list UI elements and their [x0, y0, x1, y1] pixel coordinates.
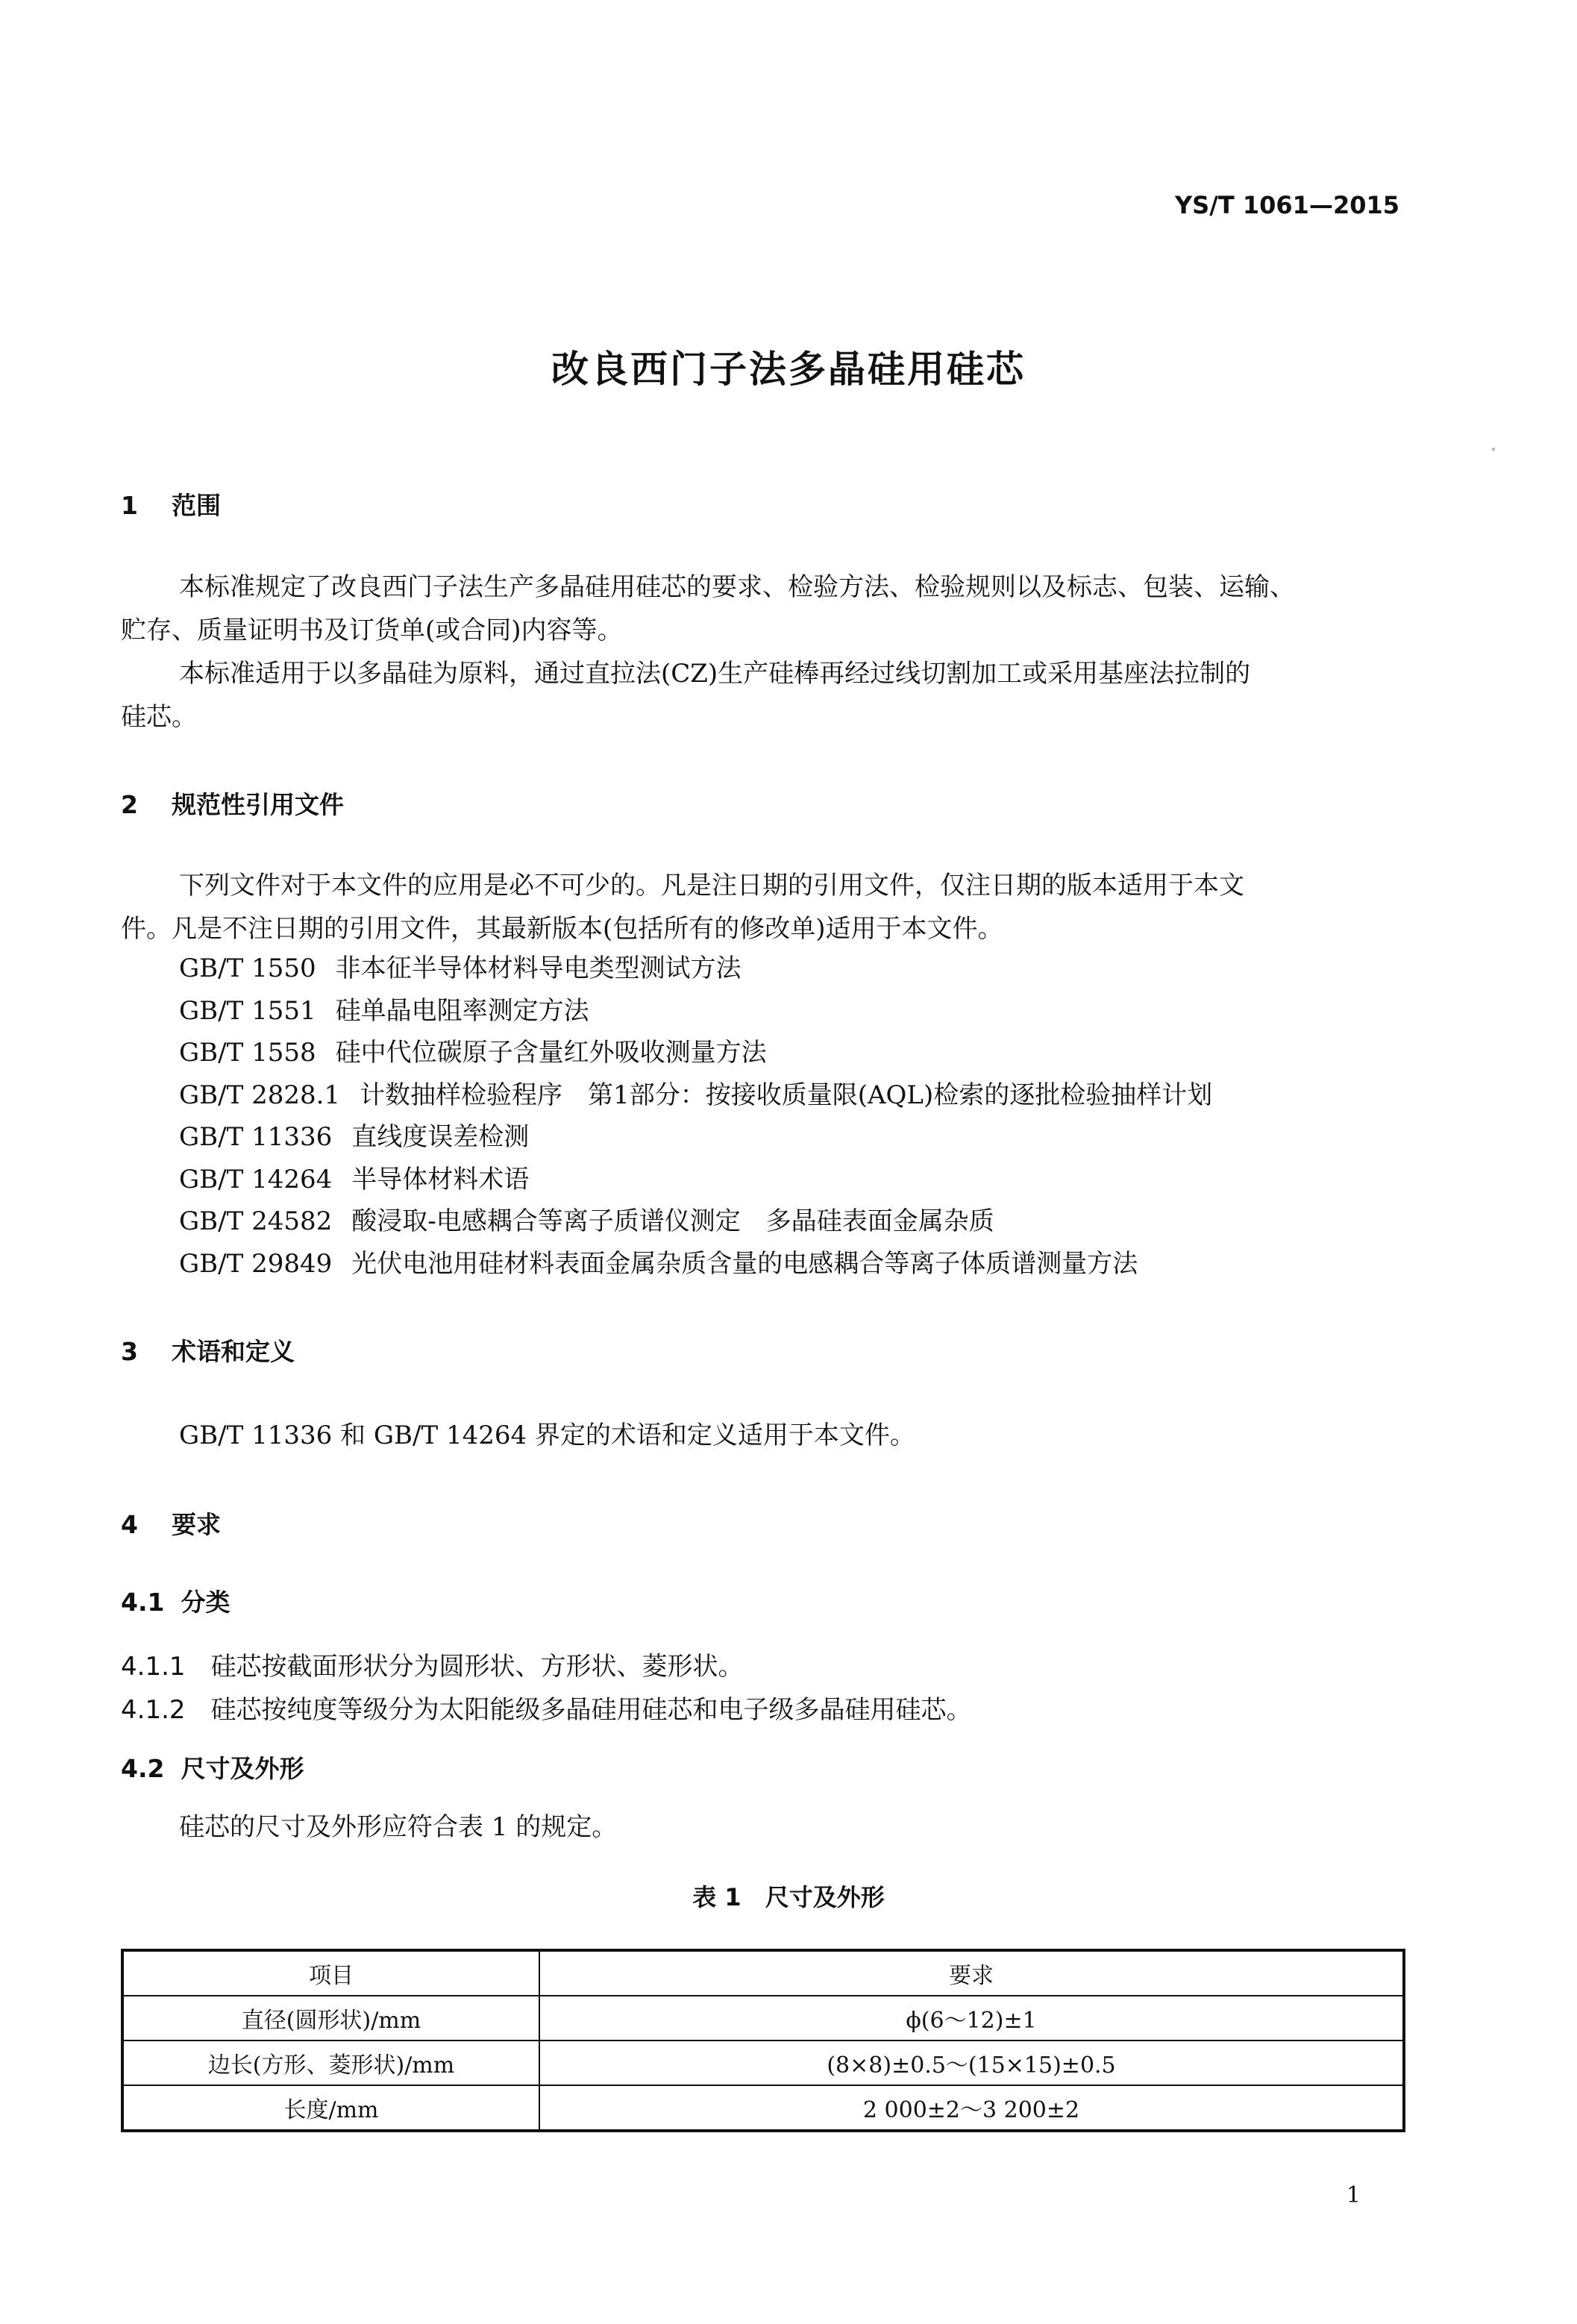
- section-number: 4: [121, 1510, 138, 1539]
- table-header-cell: 项目: [122, 1950, 539, 1996]
- table-caption-number: 表 1: [692, 1883, 742, 1911]
- paragraph-line: 本标准规定了改良西门子法生产多晶硅用硅芯的要求、检验方法、检验规则以及标志、包装、运输、: [179, 572, 1295, 602]
- paragraph-line: 硅芯。: [121, 702, 197, 732]
- paragraph-line: 本标准适用于以多晶硅为原料，通过直拉法(CZ)生产硅棒再经过线切割加工或采用基座法拉制的: [179, 659, 1251, 689]
- reference-item: [179, 1200, 1212, 1243]
- table-header-cell: 要求: [539, 1950, 1404, 1996]
- reference-item: [179, 1032, 1212, 1074]
- reference-title: 非本征半导体材料导电类型测试方法: [335, 953, 742, 983]
- clause-4-1-2: [121, 1689, 972, 1726]
- section-3-body: [121, 1414, 1404, 1457]
- paragraph-line: 件。凡是不注日期的引用文件，其最新版本(包括所有的修改单)适用于本文件。: [121, 914, 1003, 944]
- reference-item: [179, 1159, 1212, 1201]
- table-cell: 2 000±2～3 200±2: [539, 2085, 1404, 2131]
- reference-code: GB/T 29849: [179, 1248, 333, 1279]
- table-header-row: [122, 1950, 1404, 1996]
- subsection-4-2-body: [121, 1805, 1404, 1849]
- clause-text: 硅芯按截面形状分为圆形状、方形状、菱形状。: [210, 1652, 744, 1682]
- table-cell: (8×8)±0.5～(15×15)±0.5: [539, 2040, 1404, 2085]
- reference-title: 光伏电池用硅材料表面金属杂质含量的电感耦合等离子体质谱测量方法: [351, 1248, 1138, 1279]
- section-3-heading: [121, 1332, 295, 1368]
- section-2-heading: [121, 786, 344, 821]
- section-title: 术语和定义: [172, 1337, 295, 1366]
- document-title: 改良西门子法多晶硅用硅芯: [551, 348, 1026, 391]
- table-cell: 边长(方形、菱形状)/mm: [122, 2040, 539, 2085]
- table-caption-title: 尺寸及外形: [765, 1883, 885, 1911]
- subsection-4-1-heading: [121, 1583, 230, 1618]
- reference-code: GB/T 24582: [179, 1206, 333, 1236]
- reference-code: GB/T 1550: [179, 953, 316, 983]
- reference-code: GB/T 14264: [179, 1164, 333, 1194]
- reference-title: 硅单晶电阻率测定方法: [335, 995, 589, 1026]
- section-number: 2: [121, 790, 138, 819]
- reference-item: [179, 1243, 1212, 1285]
- section-title: 规范性引用文件: [172, 790, 344, 819]
- section-1-heading: [121, 486, 221, 522]
- reference-title: 半导体材料术语: [351, 1164, 530, 1194]
- subsection-4-2-heading: [121, 1750, 304, 1785]
- dimensions-table: [121, 1949, 1405, 2132]
- section-title: 要求: [172, 1510, 221, 1539]
- clause-number: 4.1.1: [121, 1652, 186, 1682]
- section-title: 范围: [172, 491, 221, 520]
- section-number: 3: [121, 1337, 138, 1366]
- table-row: [122, 2040, 1404, 2085]
- table-1-caption: [0, 1879, 1577, 1913]
- clause-number: 4.1.2: [121, 1695, 186, 1725]
- reference-title: 直线度误差检测: [351, 1122, 530, 1152]
- reference-title: 酸浸取-电感耦合等离子质谱仪测定 多晶硅表面金属杂质: [351, 1206, 994, 1236]
- reference-code: GB/T 1558: [179, 1038, 316, 1068]
- table-row: [122, 2085, 1404, 2131]
- normative-references-list: [179, 948, 1212, 1285]
- paragraph-line: 下列文件对于本文件的应用是必不可少的。凡是注日期的引用文件，仅注日期的版本适用于本文: [179, 871, 1244, 901]
- reference-item: [179, 948, 1212, 990]
- clause-text: 硅芯按纯度等级分为太阳能级多晶硅用硅芯和电子级多晶硅用硅芯。: [210, 1695, 972, 1725]
- table-row: [122, 1996, 1404, 2040]
- section-number: 1: [121, 491, 138, 520]
- section-number: 4.1: [121, 1588, 165, 1617]
- reference-code: GB/T 11336: [179, 1122, 333, 1152]
- reference-code: GB/T 2828.1: [179, 1080, 341, 1110]
- reference-item: [179, 1116, 1212, 1159]
- reference-item: [179, 990, 1212, 1033]
- section-title: 尺寸及外形: [181, 1754, 304, 1783]
- table-cell: ϕ(6～12)±1: [539, 1996, 1404, 2040]
- reference-title: 硅中代位碳原子含量红外吸收测量方法: [335, 1038, 767, 1068]
- section-number: 4.2: [121, 1754, 165, 1783]
- page-number: 1: [1346, 2182, 1361, 2208]
- paragraph-line: 硅芯的尺寸及外形应符合表 1 的规定。: [179, 1812, 618, 1842]
- paragraph-line: GB/T 11336 和 GB/T 14264 界定的术语和定义适用于本文件。: [179, 1421, 915, 1450]
- section-4-heading: [121, 1506, 221, 1541]
- standard-code: YS/T 1061—2015: [1175, 191, 1399, 219]
- reference-title: 计数抽样检验程序 第1部分：按接收质量限(AQL)检索的逐批检验抽样计划: [360, 1080, 1213, 1110]
- table-cell: 直径(圆形状)/mm: [122, 1996, 539, 2040]
- section-title: 分类: [181, 1588, 231, 1617]
- table-cell: 长度/mm: [122, 2085, 539, 2131]
- reference-code: GB/T 1551: [179, 995, 316, 1026]
- section-2-intro: [121, 864, 1404, 950]
- clause-4-1-1: [121, 1646, 744, 1682]
- reference-item: [179, 1074, 1212, 1117]
- section-1-body: [121, 566, 1404, 739]
- scan-speck: [1492, 448, 1495, 451]
- paragraph-line: 贮存、质量证明书及订货单(或合同)内容等。: [121, 616, 623, 645]
